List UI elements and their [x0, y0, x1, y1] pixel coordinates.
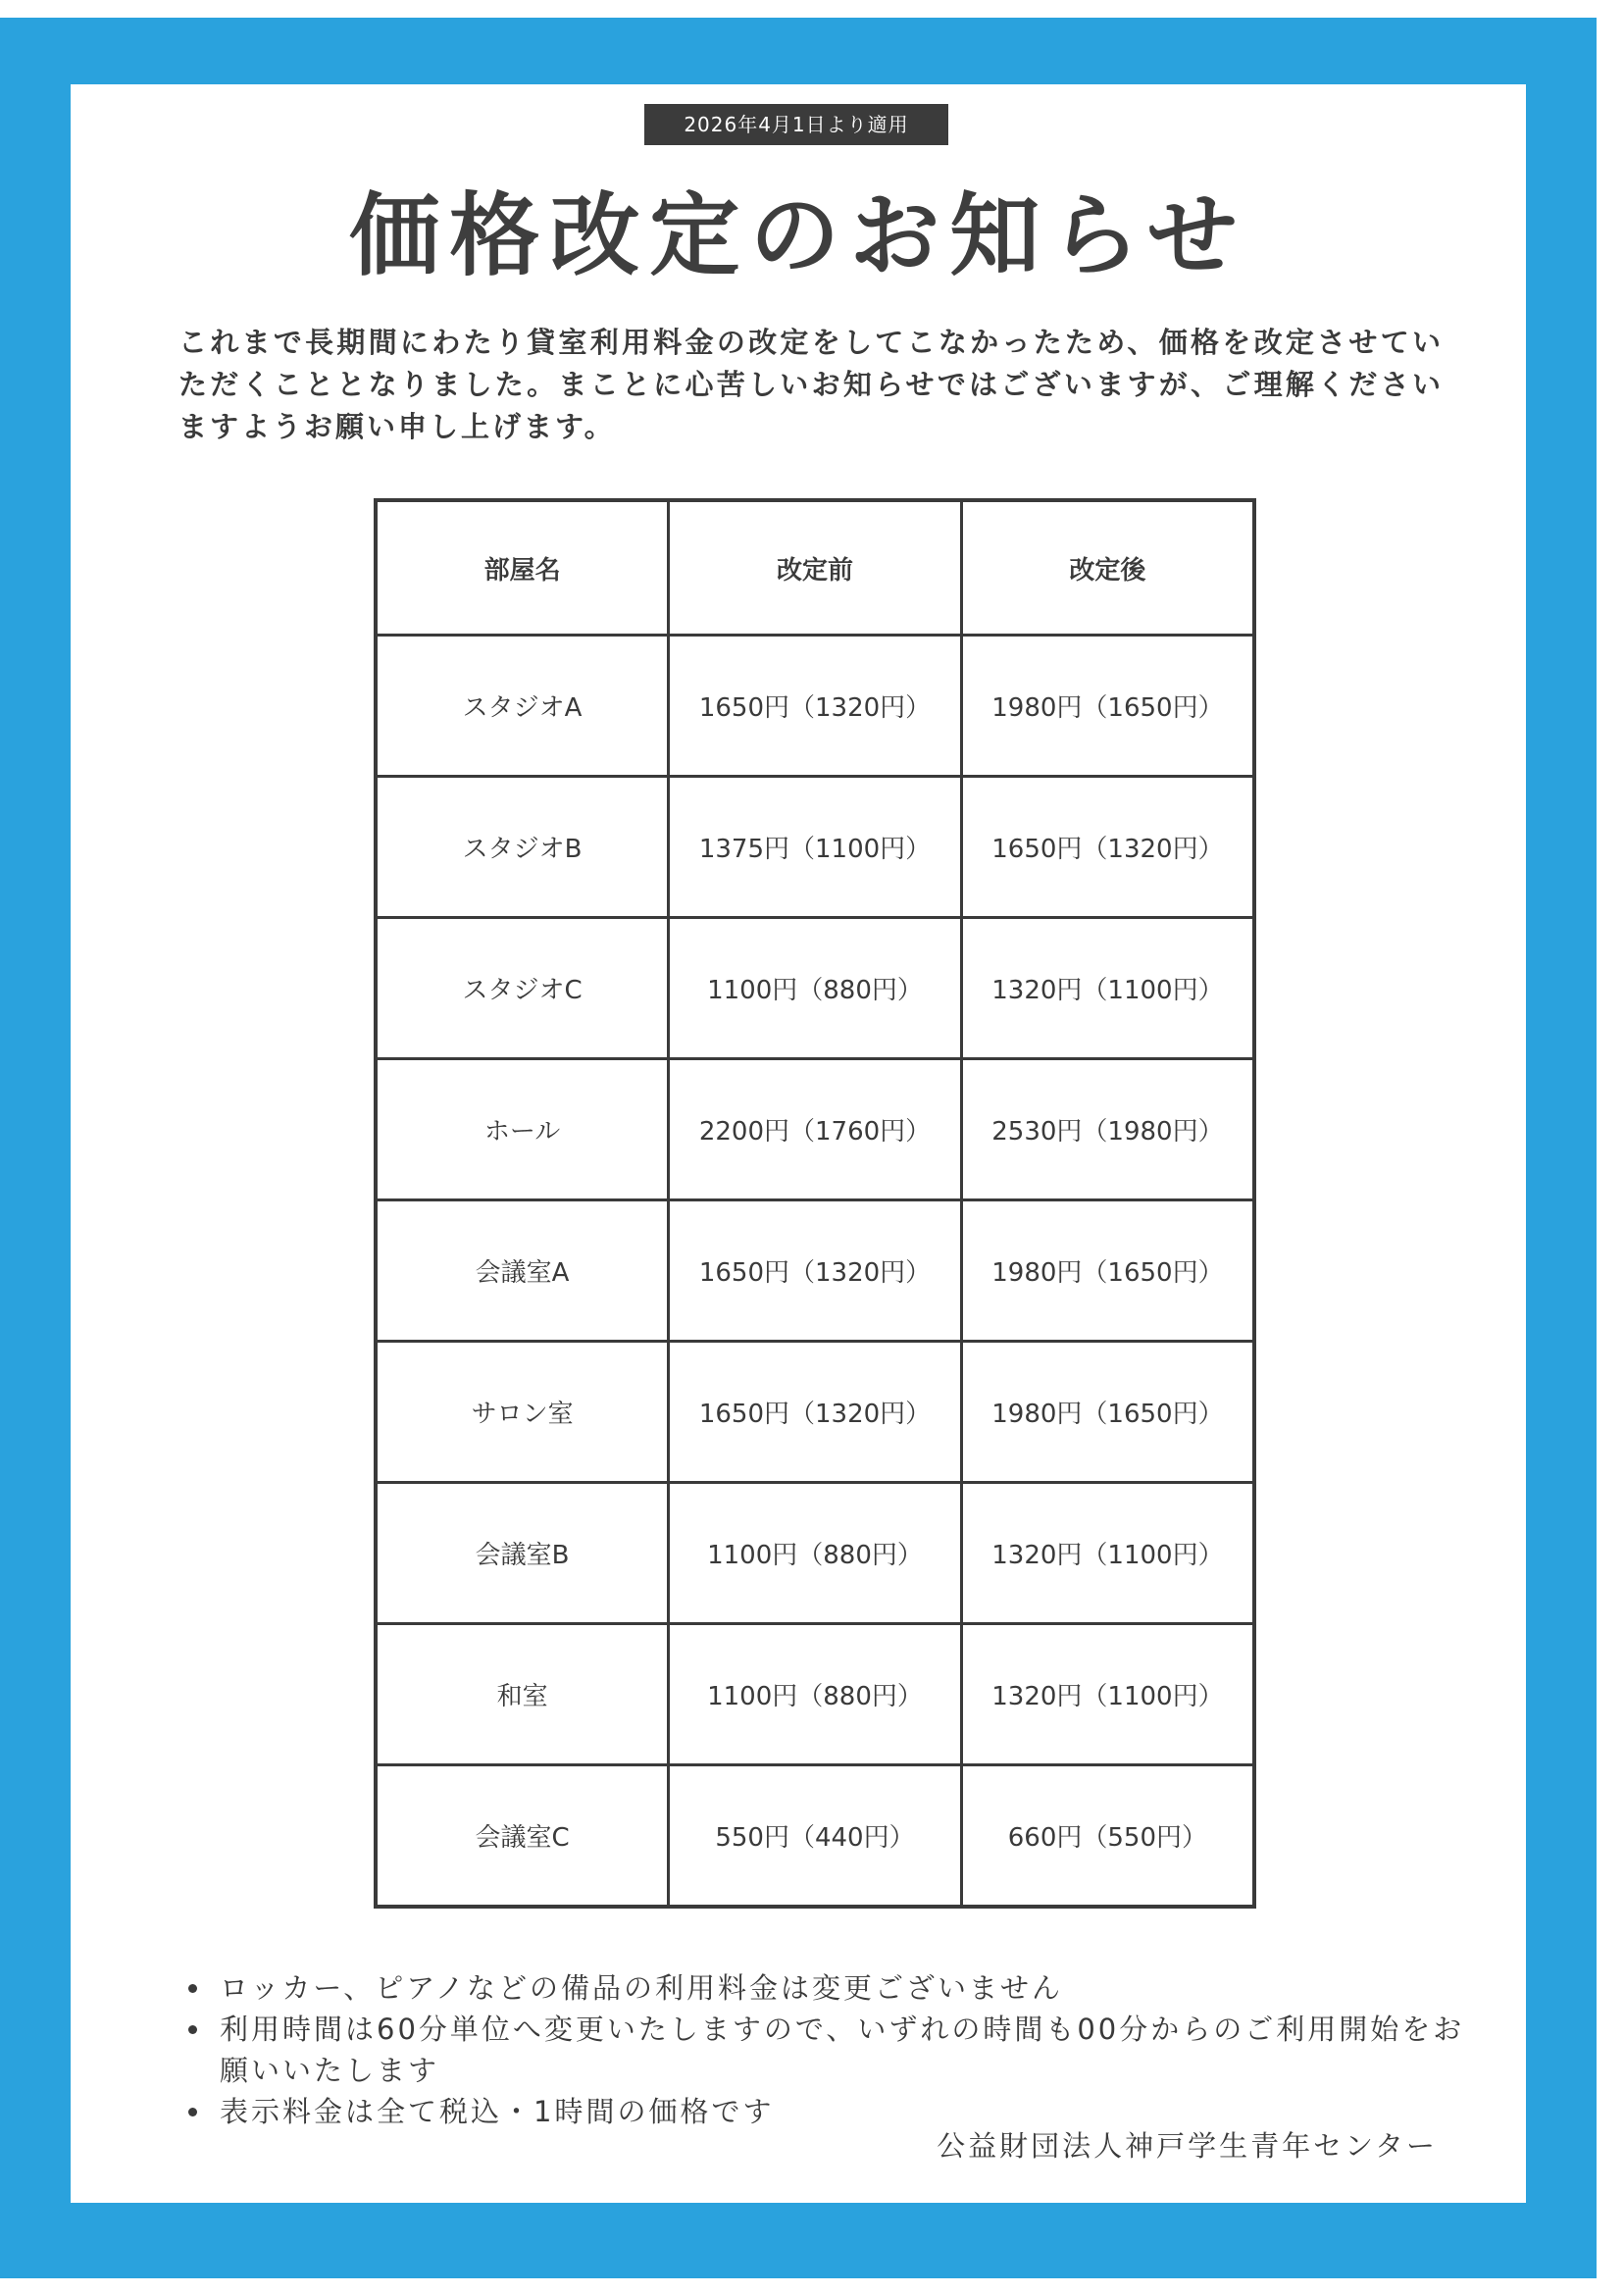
room-name: 会議室C [376, 1765, 669, 1908]
bullet-icon [188, 2025, 197, 2034]
table-row [376, 1765, 1254, 1908]
note-text: ロッカー、ピアノなどの備品の利用料金は変更ございません [220, 1971, 1063, 2005]
room-name: 和室 [376, 1624, 669, 1765]
bullet-icon [188, 1984, 197, 1993]
price-before: 1650円（1320円） [669, 636, 962, 777]
note-text: 表示料金は全て税込・1時間の価格です [220, 2095, 775, 2128]
room-name: スタジオB [376, 777, 669, 918]
table-row [376, 1200, 1254, 1342]
room-name: スタジオC [376, 918, 669, 1059]
header-after: 改定後 [961, 500, 1254, 636]
organization-name: 公益財団法人神戸学生青年センター [937, 2129, 1438, 2163]
price-after: 2530円（1980円） [961, 1059, 1254, 1200]
price-table [374, 498, 1256, 1909]
notice-sheet [71, 84, 1526, 2203]
price-before: 550円（440円） [669, 1765, 962, 1908]
effective-date-badge: 2026年4月1日より適用 [644, 104, 948, 145]
bullet-icon [188, 2108, 197, 2116]
price-after: 1980円（1650円） [961, 1342, 1254, 1483]
intro-paragraph: これまで長期間にわたり貸室利用料金の改定をしてこなかったため、価格を改定させていただくこととなりました。まことに心苦しいお知らせではございますが、ご理解くださいますようお願い申し上げます。 [178, 326, 1444, 443]
notes-list [178, 1967, 1473, 2132]
price-before: 1100円（880円） [669, 1483, 962, 1624]
header-room: 部屋名 [376, 500, 669, 636]
price-before: 1100円（880円） [669, 1624, 962, 1765]
price-before: 2200円（1760円） [669, 1059, 962, 1200]
room-name: 会議室A [376, 1200, 669, 1342]
page-title: 価格改定のお知らせ [349, 183, 1247, 288]
price-after: 1320円（1100円） [961, 1483, 1254, 1624]
table-header-row [376, 500, 1254, 636]
room-name: ホール [376, 1059, 669, 1200]
table-row [376, 1342, 1254, 1483]
table-row [376, 918, 1254, 1059]
table-row [376, 1483, 1254, 1624]
table-row [376, 777, 1254, 918]
table-row [376, 636, 1254, 777]
price-before: 1650円（1320円） [669, 1342, 962, 1483]
price-after: 1320円（1100円） [961, 918, 1254, 1059]
note-text: 利用時間は60分単位へ変更いたしますので、いずれの時間も00分からのご利用開始をお願いいたします [220, 2013, 1465, 2087]
room-name: サロン室 [376, 1342, 669, 1483]
room-name: スタジオA [376, 636, 669, 777]
blue-frame [0, 18, 1597, 2278]
room-name: 会議室B [376, 1483, 669, 1624]
price-after: 1320円（1100円） [961, 1624, 1254, 1765]
price-before: 1100円（880円） [669, 918, 962, 1059]
price-after: 1650円（1320円） [961, 777, 1254, 918]
price-after: 1980円（1650円） [961, 1200, 1254, 1342]
header-before: 改定前 [669, 500, 962, 636]
price-before: 1375円（1100円） [669, 777, 962, 918]
price-after: 1980円（1650円） [961, 636, 1254, 777]
list-item [178, 2009, 1473, 2091]
price-after: 660円（550円） [961, 1765, 1254, 1908]
table-row [376, 1624, 1254, 1765]
table-row [376, 1059, 1254, 1200]
price-before: 1650円（1320円） [669, 1200, 962, 1342]
list-item [178, 1967, 1473, 2009]
